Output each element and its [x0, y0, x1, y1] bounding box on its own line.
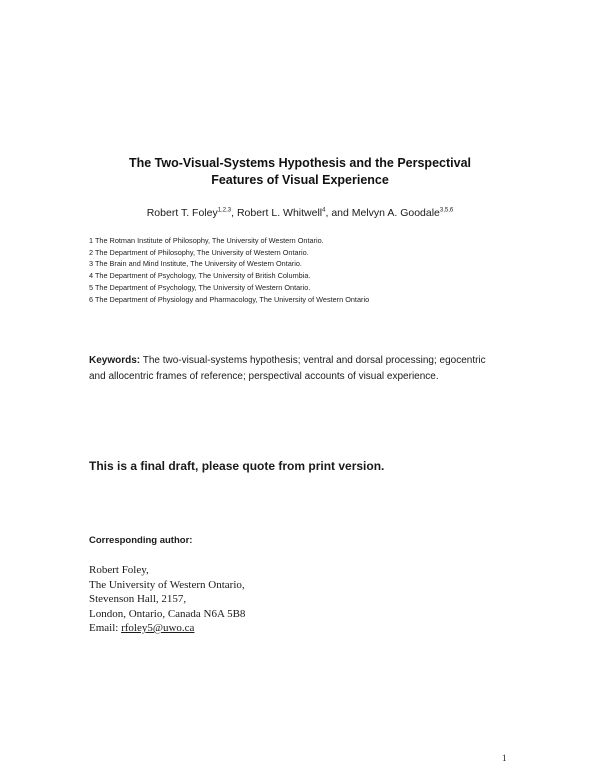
corresponding-name: Robert Foley, [89, 564, 149, 576]
author-name: Robert T. Foley [146, 207, 218, 219]
corresponding-institution: The University of Western Ontario, [89, 578, 245, 591]
author-affiliation-marker: 4 [322, 207, 326, 214]
affiliation-item: 6 The Department of Physiology and Pharmacology, The University of Western Ontario [89, 294, 370, 304]
author-name: Melvyn A. Goodale [351, 207, 440, 219]
author-list [0, 206, 600, 220]
author-affiliation-marker: 3,5,6 [439, 207, 454, 214]
author-separator: , and [325, 207, 352, 219]
corresponding-author-label: Corresponding author: [89, 535, 193, 546]
affiliation-item: 5 The Department of Psychology, The University of Western Ontario. [89, 282, 311, 292]
affiliation-item: 2 The Department of Philosophy, The University of Western Ontario. [89, 247, 309, 257]
email-link[interactable]: rfoley5@uwo.ca [121, 622, 195, 634]
author-affiliation-marker: 1,2,3 [217, 207, 232, 214]
affiliation-item: 1 The Rotman Institute of Philosophy, The University of Western Ontario. [89, 236, 324, 245]
title-line-2: Features of Visual Experience [211, 173, 389, 187]
keywords-text: The two-visual-systems hypothesis; ventral and dorsal processing; egocentric and allocentric frames of reference; perspectival accounts of visual experience. [89, 355, 486, 382]
keywords-paragraph [89, 353, 489, 384]
email-label: Email: [89, 622, 122, 634]
author-name: Robert L. Whitwell [236, 207, 323, 219]
affiliation-item: 4 The Department of Psychology, The University of British Columbia. [89, 271, 311, 281]
affiliation-item: 3 The Brain and Mind Institute, The University of Western Ontario. [89, 259, 302, 269]
keywords-label: Keywords: [89, 355, 141, 366]
corresponding-address [89, 563, 245, 636]
corresponding-city: London, Ontario, Canada N6A 5B8 [89, 607, 246, 620]
title-line-1: The Two-Visual-Systems Hypothesis and the Perspectival [128, 156, 471, 170]
corresponding-room: Stevenson Hall, 2157, [89, 593, 187, 605]
author-separator: , [231, 207, 237, 219]
corresponding-email-line [89, 621, 245, 636]
page-number: 1 [502, 753, 507, 763]
draft-notice: This is a final draft, please quote from print version. [89, 459, 385, 473]
paper-title [0, 155, 600, 189]
affiliation-list [89, 235, 369, 305]
